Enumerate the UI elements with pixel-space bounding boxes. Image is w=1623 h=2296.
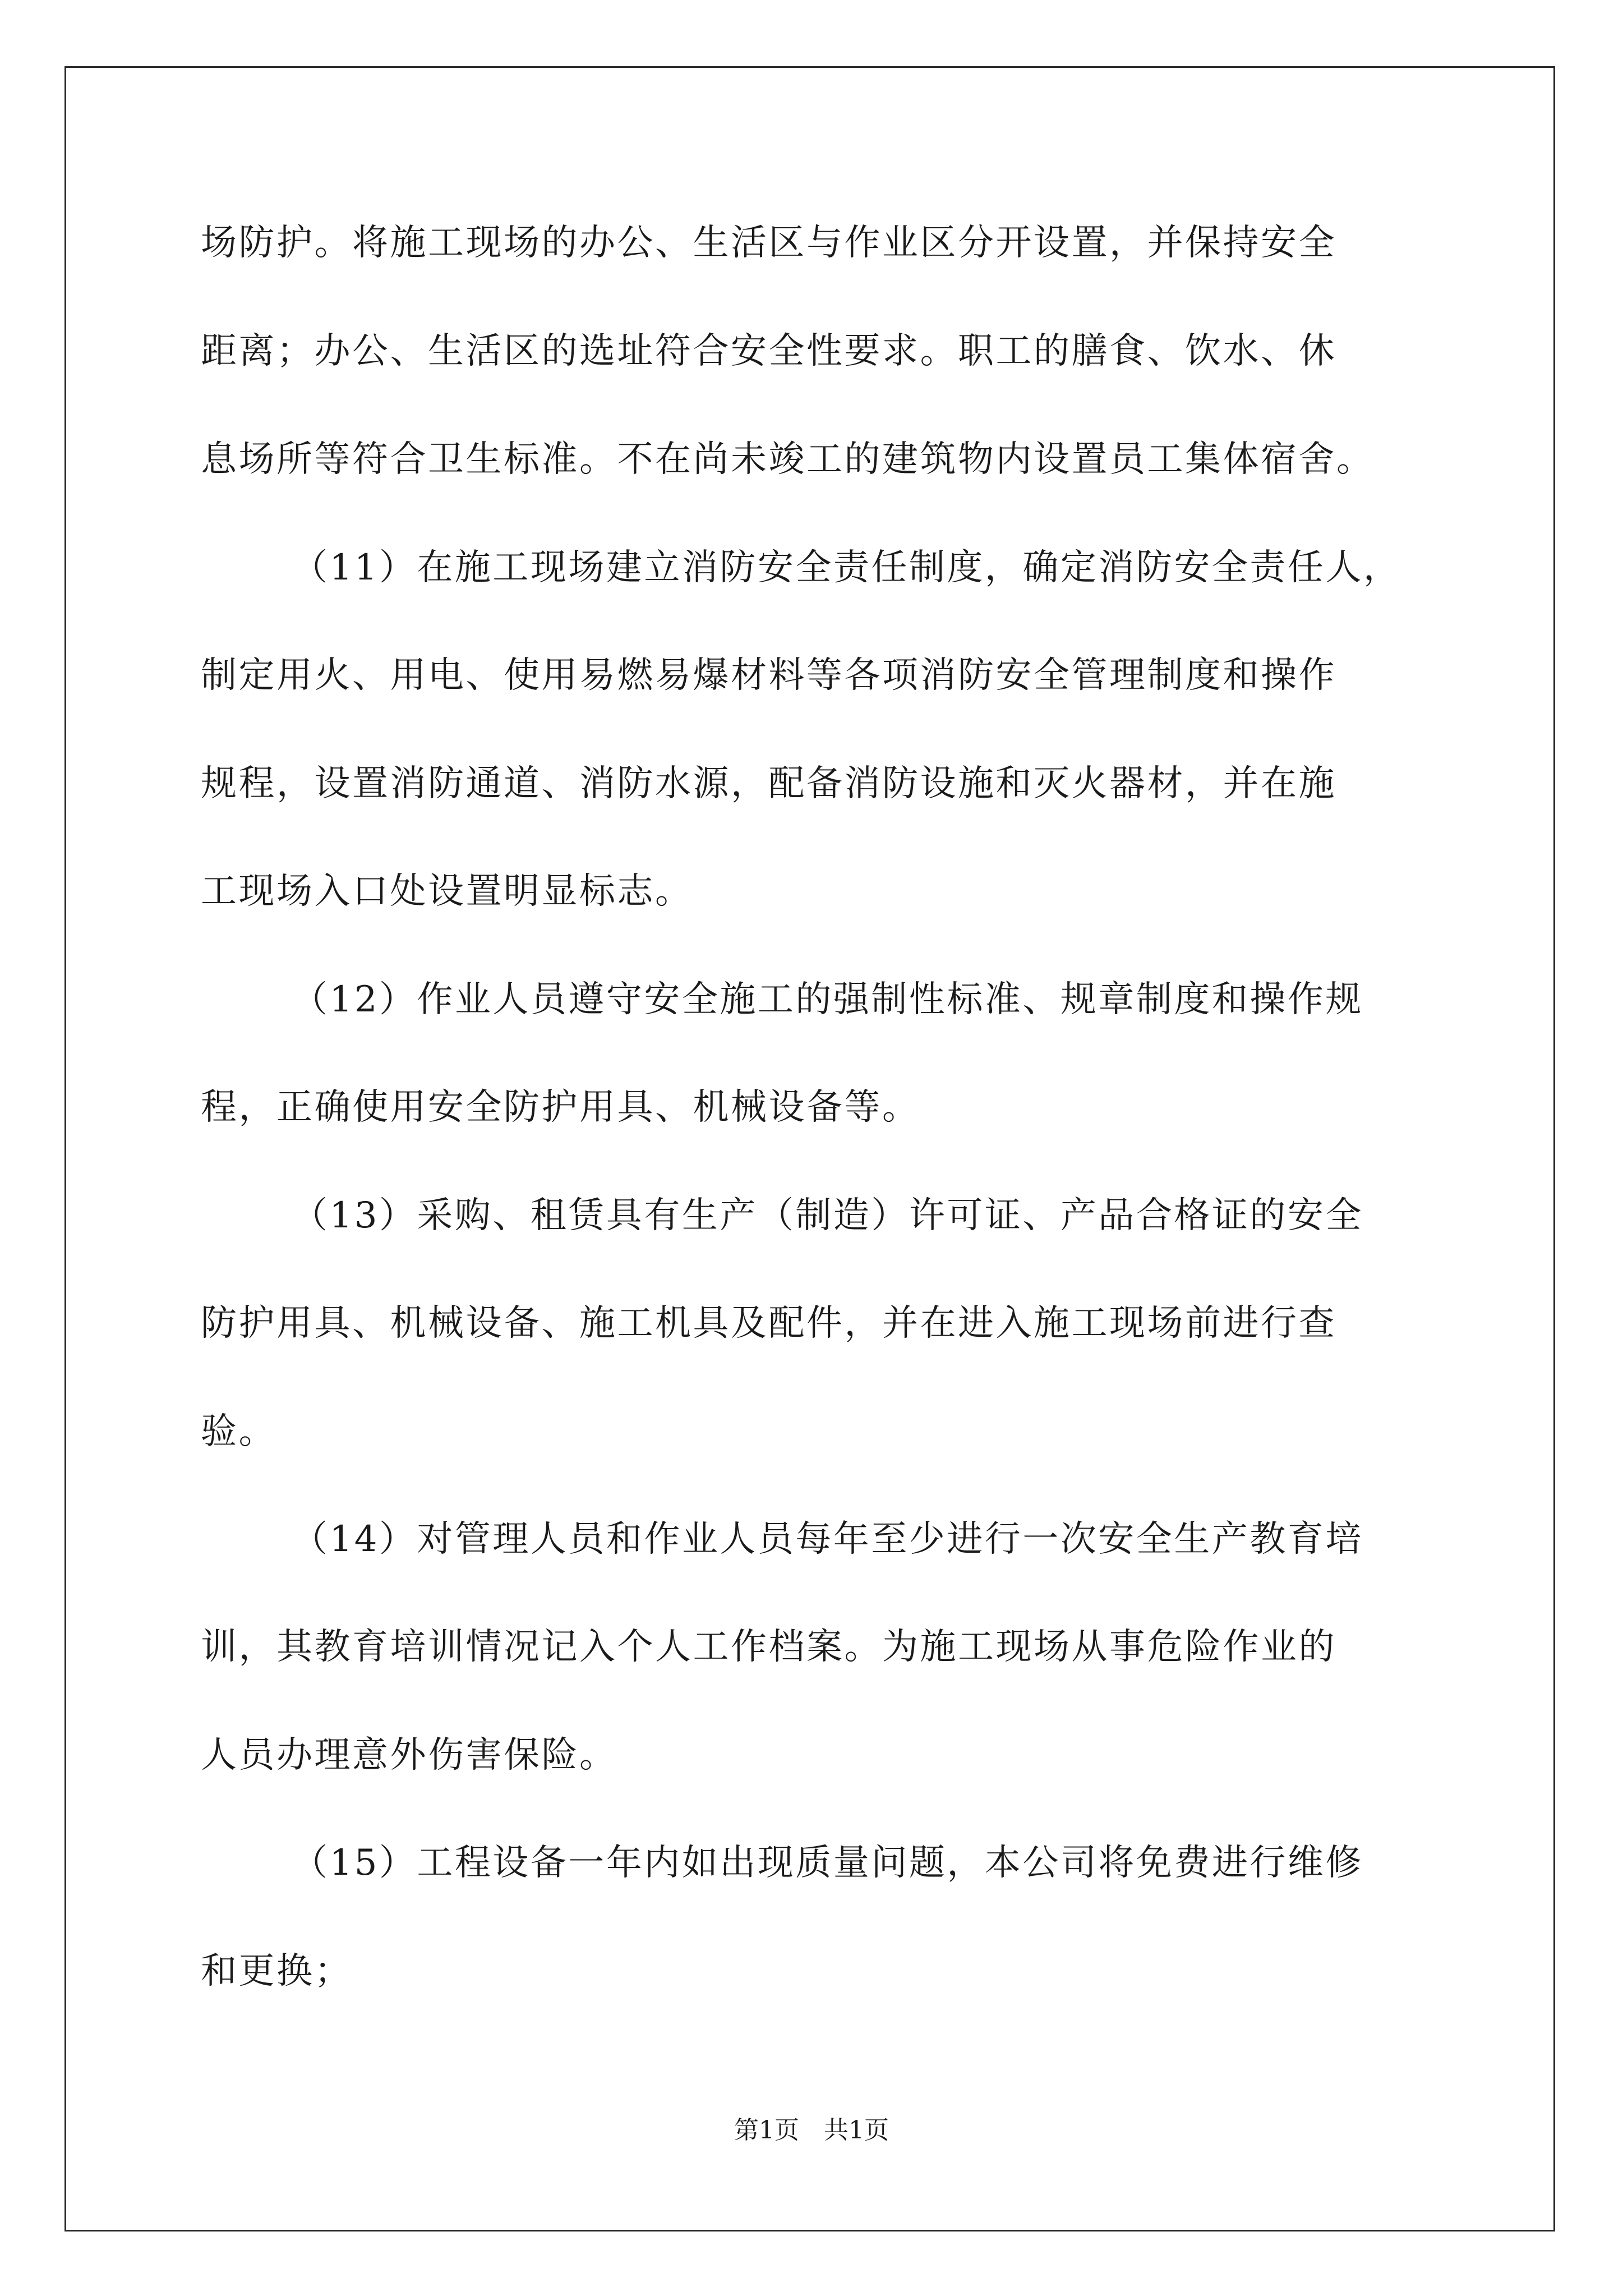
text-line: 息场所等符合卫生标准。不在尚未竣工的建筑物内设置员工集体宿舍。	[201, 439, 1375, 480]
text-line: 工现场入口处设置明显标志。	[201, 871, 693, 912]
text-line: 规程，设置消防通道、消防水源，配备消防设施和灭火器材，并在施	[201, 763, 1336, 804]
text-line: 和更换；	[201, 1950, 352, 1992]
text-line: 程，正确使用安全防护用具、机械设备等。	[201, 1087, 920, 1128]
text-line: 场防护。将施工现场的办公、生活区与作业区分开设置，并保持安全	[201, 222, 1336, 264]
text-line: 距离；办公、生活区的选址符合安全性要求。职工的膳食、饮水、休	[201, 330, 1336, 372]
page-border	[64, 66, 1555, 2231]
text-line: （11）在施工现场建立消防安全责任制度，确定消防安全责任人，	[292, 547, 1401, 588]
text-line: 制定用火、用电、使用易燃易爆材料等各项消防安全管理制度和操作	[201, 655, 1336, 696]
text-line: 人员办理意外伤害保险。	[201, 1734, 617, 1776]
text-line: 验。	[201, 1411, 276, 1452]
text-line: 训，其教育培训情况记入个人工作档案。为施工现场从事危险作业的	[201, 1626, 1336, 1668]
text-line: （14）对管理人员和作业人员每年至少进行一次安全生产教育培	[292, 1519, 1363, 1560]
text-line: 防护用具、机械设备、施工机具及配件，并在进入施工现场前进行查	[201, 1303, 1336, 1344]
text-line: （12）作业人员遵守安全施工的强制性标准、规章制度和操作规	[292, 979, 1363, 1020]
text-line: （13）采购、租赁具有生产（制造）许可证、产品合格证的安全	[292, 1195, 1363, 1236]
page-number-footer: 第1页 共1页	[734, 2116, 889, 2145]
text-line: （15）工程设备一年内如出现质量问题，本公司将免费进行维修	[292, 1842, 1363, 1884]
